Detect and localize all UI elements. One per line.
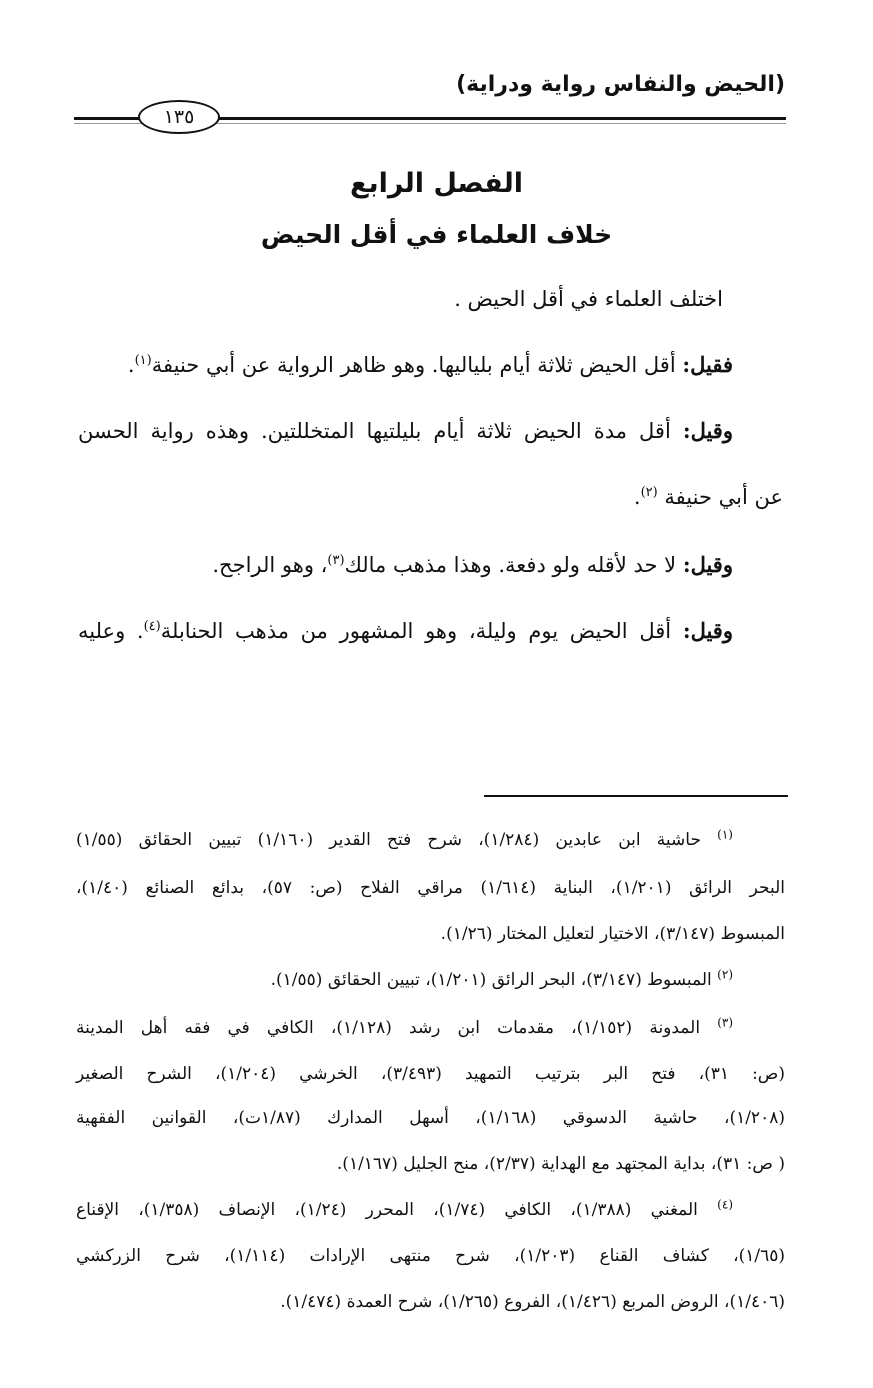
opinion-4 — [78, 616, 733, 646]
running-header: (الحيض والنفاس رواية ودراية) — [456, 72, 785, 97]
footnote-2 — [76, 968, 733, 992]
footnote-3-line-4 — [76, 1152, 785, 1176]
footnote-ref-3[interactable]: (٣) — [327, 553, 345, 568]
opinion-4-end: . وعليه — [78, 619, 144, 643]
footnote-3-line-3 — [76, 1106, 785, 1130]
page-number: ١٣٥ — [138, 100, 220, 134]
opinion-1 — [128, 350, 733, 380]
footnote-2-number: (٢) — [717, 967, 733, 982]
footnote-1-line-2 — [76, 876, 785, 900]
footnote-3-text-4: ( ص: ٣١)، بداية المجتهد مع الهداية (٢/٣٧)، منح الجليل (١/١٦٧). — [336, 1154, 785, 1174]
footnote-3-text-2: (ص: ٣١)، فتح البر بترتيب التمهيد (٣/٤٩٣)، الخرشي (١/٢٠٤)، الشرح الصغير — [76, 1064, 785, 1084]
chapter-title: الفصل الرابع — [350, 168, 523, 199]
footnote-4-number: (٤) — [717, 1197, 733, 1212]
opinion-2-label: وقيل: — [682, 418, 733, 443]
footnote-ref-1[interactable]: (١) — [134, 353, 152, 368]
footnote-4-line-2 — [76, 1244, 785, 1268]
footnote-3-line-1 — [76, 1016, 733, 1040]
footnote-3-number: (٣) — [717, 1015, 734, 1030]
opinion-2-end: . — [633, 485, 641, 509]
opinion-3-end: ، وهو الراجح. — [212, 553, 328, 577]
footnote-2-text: المبسوط (٣/١٤٧)، البحر الرائق (١/٢٠١)، تبيين الحقائق (١/٥٥). — [270, 970, 718, 990]
footnote-3-line-2 — [76, 1062, 785, 1086]
footnote-ref-4[interactable]: (٤) — [143, 619, 161, 634]
intro-paragraph — [78, 284, 723, 314]
opinion-4-label: وقيل: — [682, 618, 733, 643]
footnote-1-line-3 — [76, 922, 785, 946]
opinion-2-text: أقل مدة الحيض ثلاثة أيام بليلتيها المتخللتين. وهذه رواية الحسن — [78, 419, 683, 443]
footnote-ref-2[interactable]: (٢) — [640, 485, 658, 500]
opinion-1-label: فقيل: — [682, 352, 733, 377]
opinion-2-text-cont: عن أبي حنيفة — [657, 485, 783, 509]
opinion-1-text: أقل الحيض ثلاثة أيام بلياليها. وهو ظاهر الرواية عن أبي حنيفة — [151, 353, 683, 377]
opinion-2-line-2 — [78, 482, 783, 512]
opinion-3 — [78, 550, 733, 580]
opinion-2-line-1 — [78, 416, 733, 446]
intro-text: اختلف العلماء في أقل الحيض . — [454, 287, 723, 311]
footnote-4-text-3: (١/٤٠٦)، الروض المربع (١/٤٢٦)، الفروع (١/٢٦٥)، شرح العمدة (١/٤٧٤). — [280, 1292, 785, 1312]
footnote-3-text-1: المدونة (١/١٥٢)، مقدمات ابن رشد (١/١٢٨)، الكافي في فقه أهل المدينة — [76, 1018, 718, 1038]
footnote-4-line-1 — [76, 1198, 733, 1222]
footnote-1-text-2: البحر الرائق (١/٢٠١)، البناية (١/٦١٤) مراقي الفلاح (ص: ٥٧)، بدائع الصنائع (١/٤٠)، — [76, 878, 785, 898]
opinion-3-label: وقيل: — [682, 552, 733, 577]
footnote-1-text-1: حاشية ابن عابدين (١/٢٨٤)، شرح فتح القدير (١/١٦٠) تبيين الحقائق (١/٥٥) — [76, 830, 718, 850]
footnote-3-text-3: (١/٢٠٨)، حاشية الدسوقي (١/١٦٨)، أسهل المدارك (١/٨٧ت)، القوانين الفقهية — [76, 1108, 785, 1128]
footnote-1-number: (١) — [717, 827, 733, 842]
footnote-4-line-3 — [76, 1290, 785, 1314]
footnote-1-text-3: المبسوط (٣/١٤٧)، الاختيار لتعليل المختار (١/٢٦). — [440, 924, 785, 944]
footnote-1-line-1 — [76, 828, 733, 852]
footnote-4-text-2: (١/٦٥)، كشاف القناع (١/٢٠٣)، شرح منتهى الإرادات (١/١١٤)، شرح الزركشي — [76, 1246, 786, 1266]
footnote-4-text-1: المغني (١/٣٨٨)، الكافي (١/٧٤)، المحرر (١/٢٤)، الإنصاف (١/٣٥٨)، الإقناع — [76, 1200, 718, 1220]
opinion-1-end: . — [127, 353, 135, 377]
footnote-separator — [484, 795, 788, 797]
opinion-4-text: أقل الحيض يوم وليلة، وهو المشهور من مذهب الحنابلة — [160, 619, 683, 643]
opinion-3-text: لا حد لأقله ولو دفعة. وهذا مذهب مالك — [344, 553, 683, 577]
chapter-subtitle: خلاف العلماء في أقل الحيض — [260, 220, 613, 249]
